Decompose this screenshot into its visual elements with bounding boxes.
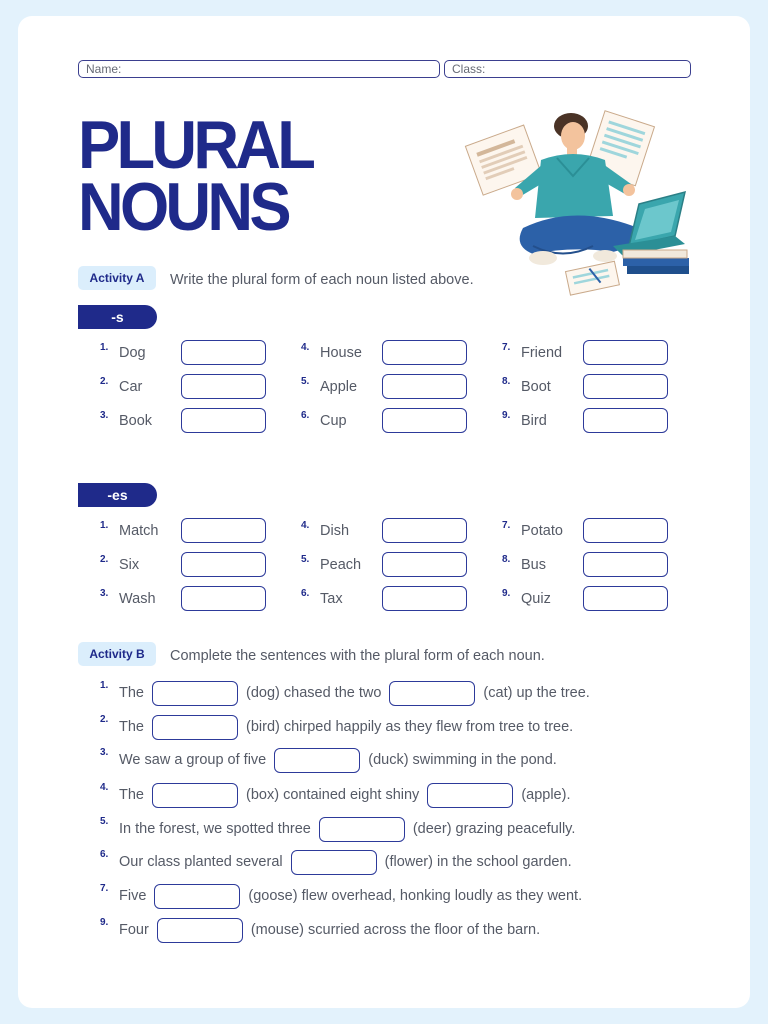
item-number: 6. [301, 410, 310, 421]
sentence-text: Our class planted several [119, 854, 283, 870]
sentence-number: 6. [100, 849, 109, 860]
sentence-number: 1. [100, 680, 109, 691]
item-word: Apple [320, 379, 358, 395]
answer-box[interactable] [154, 884, 240, 909]
sentence-row [100, 816, 575, 842]
answer-box[interactable] [181, 518, 266, 543]
item-number: 3. [100, 410, 109, 421]
answer-box[interactable] [382, 408, 467, 433]
sentence-number: 5. [100, 816, 109, 827]
sentence-text: (cat) up the tree. [483, 685, 590, 701]
item-word: Boot [521, 379, 551, 395]
sentence-text: The [119, 685, 144, 701]
sentence-row [100, 680, 590, 706]
reading-person-illustration [463, 96, 693, 296]
answer-box[interactable] [583, 552, 668, 577]
sentence-number: 9. [100, 917, 109, 928]
sentence-number: 3. [100, 747, 109, 758]
item-number: 7. [502, 342, 511, 353]
answer-box[interactable] [181, 340, 266, 365]
sentence-text: We saw a group of five [119, 752, 267, 768]
item-number: 5. [301, 554, 310, 565]
item-number: 4. [301, 520, 310, 531]
item-word: Match [119, 523, 159, 539]
sentence-number: 4. [100, 782, 109, 793]
sentence-row [100, 849, 572, 875]
item-number: 8. [502, 554, 511, 565]
sentence-text: Four [119, 922, 149, 938]
sentence-row [100, 747, 557, 773]
answer-box[interactable] [157, 918, 243, 943]
answer-box[interactable] [152, 715, 238, 740]
sentence-text: (dog) chased the two [246, 685, 382, 701]
item-number: 1. [100, 342, 109, 353]
item-number: 1. [100, 520, 109, 531]
item-word: Friend [521, 345, 563, 361]
sentence-text: (flower) in the school garden. [384, 854, 572, 870]
sentence-text: (box) contained eight shiny [246, 787, 420, 803]
page-title [78, 107, 313, 245]
item-number: 2. [100, 554, 109, 565]
item-word: Book [119, 413, 153, 429]
answer-box[interactable] [583, 340, 668, 365]
sentence-text: In the forest, we spotted three [119, 821, 311, 837]
name-field[interactable] [78, 60, 440, 78]
title-line-1: PLURAL [78, 107, 313, 183]
activity-a-tag: Activity A [78, 266, 156, 290]
answer-box[interactable] [583, 408, 668, 433]
answer-box[interactable] [181, 586, 266, 611]
item-number: 4. [301, 342, 310, 353]
worksheet-page [18, 16, 750, 1008]
answer-box[interactable] [181, 552, 266, 577]
item-word: Dish [320, 523, 350, 539]
sentence-text: (deer) grazing peacefully. [412, 821, 576, 837]
class-field[interactable] [444, 60, 691, 78]
sentence-row [100, 883, 582, 909]
answer-box[interactable] [274, 748, 360, 773]
item-number: 5. [301, 376, 310, 387]
sentence-number: 7. [100, 883, 109, 894]
activity-b-tag: Activity B [78, 642, 156, 666]
answer-box[interactable] [583, 586, 668, 611]
answer-box[interactable] [583, 374, 668, 399]
item-word: Peach [320, 557, 362, 573]
item-number: 2. [100, 376, 109, 387]
answer-box[interactable] [382, 586, 467, 611]
item-word: House [320, 345, 362, 361]
sentence-row [100, 714, 573, 740]
activity-b-instruction: Complete the sentences with the plural form of each noun. [170, 648, 545, 664]
sentence-text: The [119, 719, 144, 735]
sentence-text: (mouse) scurried across the floor of the barn. [250, 922, 541, 938]
answer-box[interactable] [389, 681, 475, 706]
item-number: 6. [301, 588, 310, 599]
sentence-text: (bird) chirped happily as they flew from tree to tree. [246, 719, 574, 735]
answer-box[interactable] [181, 408, 266, 433]
item-word: Wash [119, 591, 156, 607]
sentence-text: (apple). [521, 787, 571, 803]
answer-box[interactable] [319, 817, 405, 842]
answer-box[interactable] [427, 783, 513, 808]
class-label: Class: [452, 62, 486, 76]
sentence-row [100, 917, 540, 943]
group-es-label: -es [78, 483, 157, 507]
sentence-row [100, 782, 570, 808]
name-label: Name: [86, 62, 122, 76]
item-word: Potato [521, 523, 563, 539]
item-word: Dog [119, 345, 146, 361]
answer-box[interactable] [382, 518, 467, 543]
sentence-text: The [119, 787, 144, 803]
activity-a-instruction: Write the plural form of each noun listed above. [170, 272, 474, 288]
sentence-text: Five [119, 888, 147, 904]
answer-box[interactable] [181, 374, 266, 399]
item-number: 7. [502, 520, 511, 531]
item-word: Bus [521, 557, 546, 573]
item-word: Six [119, 557, 140, 573]
answer-box[interactable] [291, 850, 377, 875]
answer-box[interactable] [382, 340, 467, 365]
sentence-text: (goose) flew overhead, honking loudly as they went. [248, 888, 583, 904]
item-word: Car [119, 379, 143, 395]
item-number: 9. [502, 410, 511, 421]
sentence-number: 2. [100, 714, 109, 725]
item-word: Bird [521, 413, 547, 429]
item-number: 8. [502, 376, 511, 387]
answer-box[interactable] [382, 552, 467, 577]
item-word: Tax [320, 591, 343, 607]
answer-box[interactable] [152, 681, 238, 706]
sentence-text: (duck) swimming in the pond. [368, 752, 557, 768]
item-number: 9. [502, 588, 511, 599]
item-number: 3. [100, 588, 109, 599]
answer-box[interactable] [382, 374, 467, 399]
answer-box[interactable] [583, 518, 668, 543]
group-s-label: -s [78, 305, 157, 329]
item-word: Cup [320, 413, 347, 429]
title-line-2: NOUNS [78, 169, 288, 245]
answer-box[interactable] [152, 783, 238, 808]
item-word: Quiz [521, 591, 551, 607]
